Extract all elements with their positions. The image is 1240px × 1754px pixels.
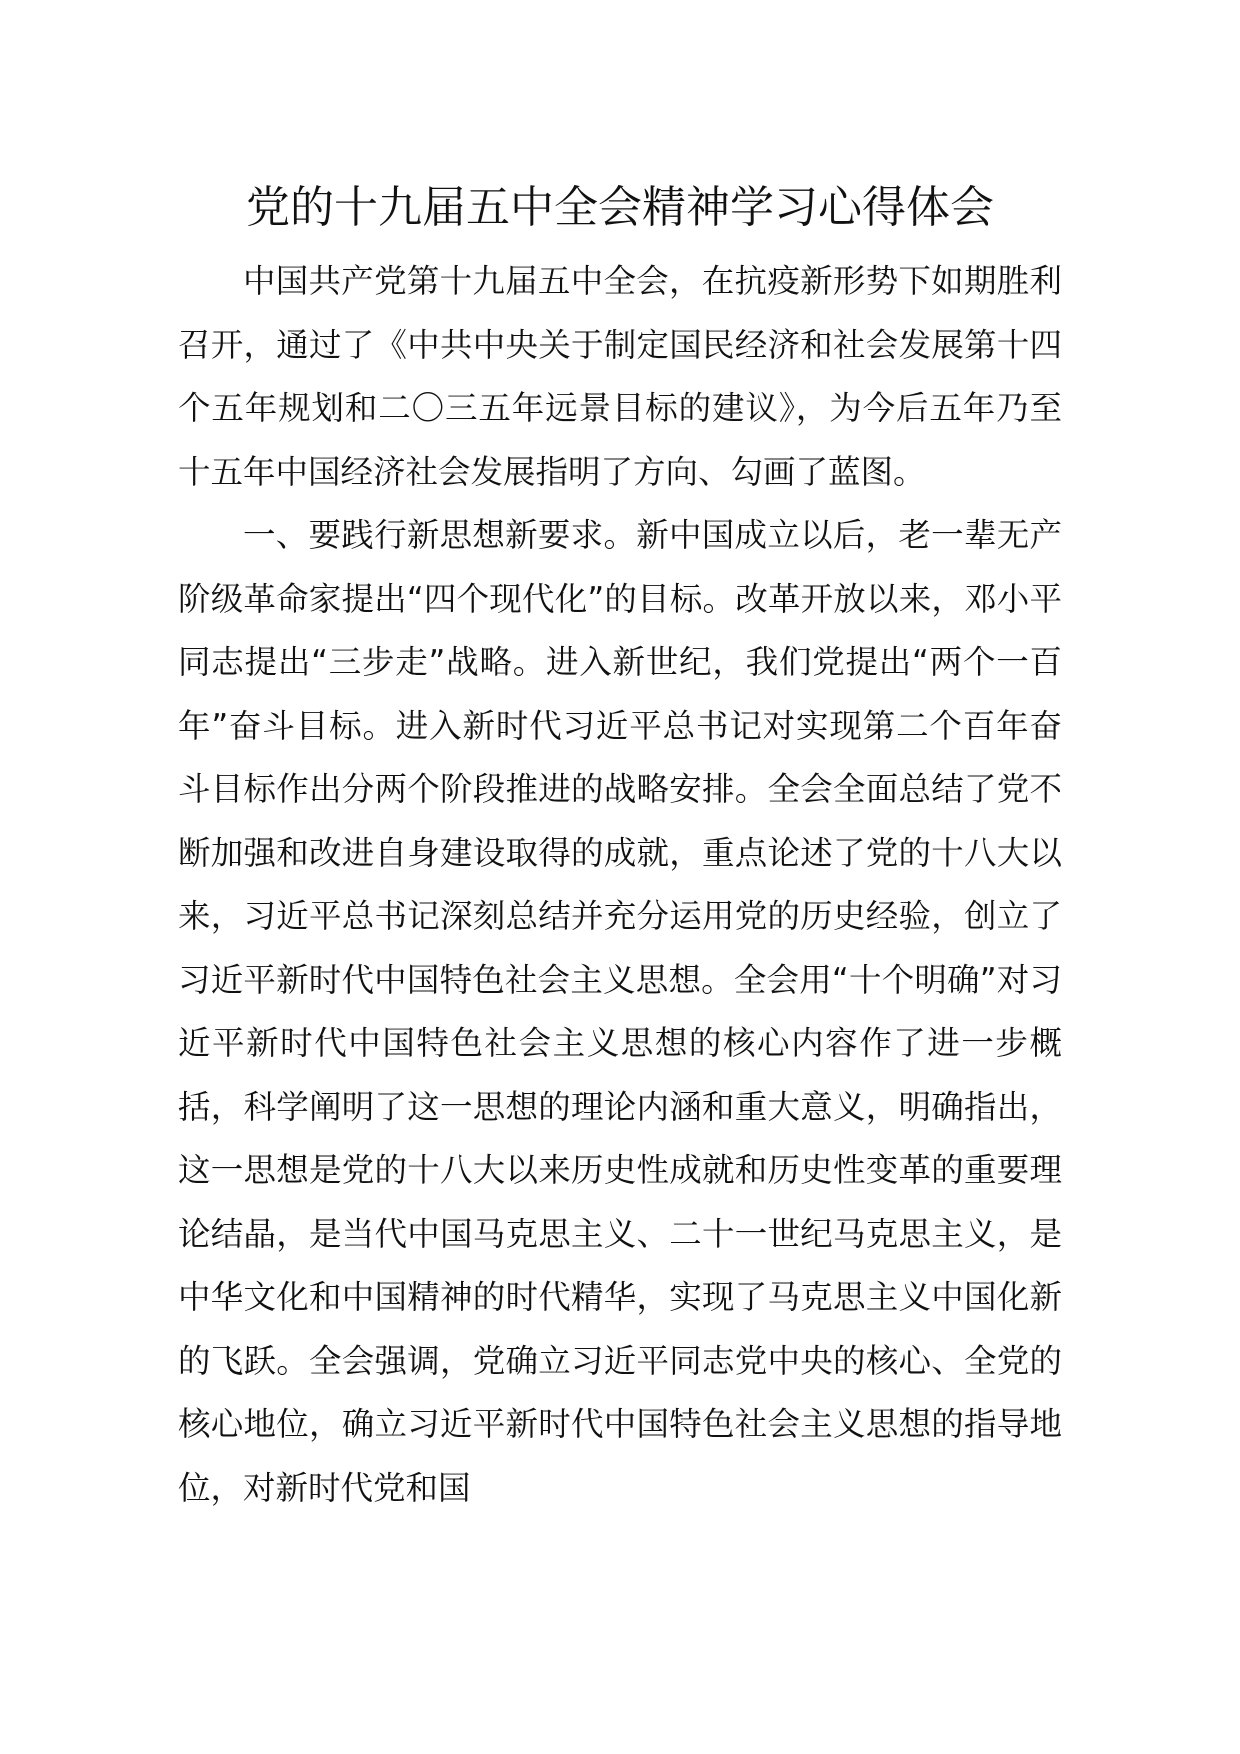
paragraph-section-one: 一、要践行新思想新要求。新中国成立以后，老一辈无产阶级革命家提出“四个现代化”的目标。改革开放以来，邓小平同志提出“三步走”战略。进入新世纪，我们党提出“两个一百年”奋斗目标。进入新时代习近平总书记对实现第二个百年奋斗目标作出分两个阶段推进的战略安排。全会全面总结了党不断加强和改进自身建设取得的成就，重点论述了党的十八大以来，习近平总书记深刻总结并充分运用党的历史经验，创立了习近平新时代中国特色社会主义思想。全会用“十个明确”对习近平新时代中国特色社会主义思想的核心内容作了进一步概括，科学阐明了这一思想的理论内涵和重大意义，明确指出，这一思想是党的十八大以来历史性成就和历史性变革的重要理论结晶，是当代中国马克思主义、二十一世纪马克思主义，是中华文化和中国精神的时代精华，实现了马克思主义中国化新的飞跃。全会强调，党确立习近平同志党中央的核心、全党的核心地位，确立习近平新时代中国特色社会主义思想的指导地位，对新时代党和国: [178, 516, 1062, 1507]
document-body: [178, 250, 1062, 1520]
paragraph-intro: 中国共产党第十九届五中全会，在抗疫新形势下如期胜利召开，通过了《中共中央关于制定国民经济和社会发展第十四个五年规划和二〇三五年远景目标的建议》，为今后五年乃至十五年中国经济社会发展指明了方向、勾画了蓝图。: [178, 262, 1062, 491]
document-title: 党的十九届五中全会精神学习心得体会: [246, 182, 994, 233]
